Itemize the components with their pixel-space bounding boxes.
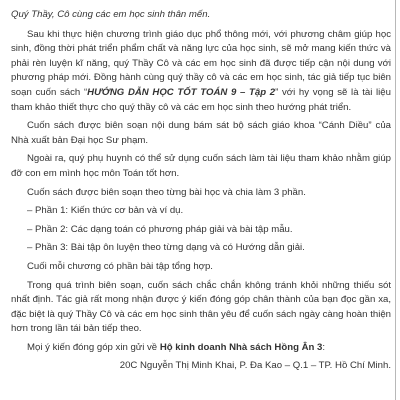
part-2-item: – Phần 2: Các dạng toán có phương pháp giải và bài tập mẫu. [27, 223, 293, 235]
page-edge-rule [395, 0, 396, 400]
structure-paragraph: Cuốn sách được biên soạn theo từng bài học và chia làm 3 phần. [27, 186, 306, 198]
publisher-address: 20C Nguyễn Thị Minh Khai, P. Đa Kao – Q.1 – TP. Hồ Chí Minh. [119, 360, 391, 372]
parents-paragraph: Ngoài ra, quý phụ huynh có thể sử dụng cuốn sách làm tài liệu tham khảo nhằm giúp đỡ con em mình học môn Toán tốt hơn. [11, 153, 391, 179]
chapter-exercises-paragraph: Cuối mỗi chương có phần bài tập tổng hợp. [27, 260, 213, 272]
part-3-item: – Phần 3: Bài tập ôn luyện theo từng dạng và có Hướng dẫn giải. [27, 242, 305, 254]
part-1-item: – Phần 1: Kiến thức cơ bản và ví dụ. [27, 205, 184, 217]
feedback-paragraph: Trong quá trình biên soạn, cuốn sách chắc chắn không tránh khỏi những thiếu sót nhất định. Tác giả rất mong nhận được ý kiến đóng góp chân thành của bạn đọc gần xa, đặc biệt là quý Thầy Cô và các em học sinh thân yêu để cuốn sách ngày càng hoàn thiện hơn trong lần tái bản tiếp theo. [11, 279, 391, 335]
intro-paragraph [11, 28, 391, 116]
intro-text-after: ” với hy vọng sẽ là tài liệu tham khảo thiết thực cho quý thầy cô và các em học sinh theo hướng phát triển. [11, 86, 391, 113]
textbook-paragraph: Cuốn sách được biên soạn nội dung bám sát bộ sách giáo khoa “Cánh Diều” của Nhà xuất bản Đại học Sư phạm. [11, 120, 391, 146]
contact-text-after: : [322, 341, 326, 353]
intro-text-before: Sau khi thực hiện chương trình giáo dục phổ thông mới, với phương châm giúp học sinh, đồng thời phát triển phẩm chất và năng lực của học sinh, sẽ mở mang kiến thức và phải rèn luyện kĩ năng, quý Thầy Cô và các em học sinh đã được tiếp cận nội dung với phương pháp mới. Đồng hành cùng quý thầy cô và các em học sinh, tác giả tiếp tục biên soạn cuốn sách “ [11, 28, 391, 98]
contact-text-before: Mọi ý kiến đóng góp xin gửi về [27, 341, 160, 353]
greeting: Quý Thầy, Cô cùng các em học sinh thân mến. [11, 9, 211, 20]
contact-paragraph [11, 341, 391, 356]
book-title: HƯỚNG DẪN HỌC TỐT TOÁN 9 – Tập 2 [87, 86, 276, 98]
publisher-name: Hộ kinh doanh Nhà sách Hồng Ân 3 [159, 341, 323, 353]
